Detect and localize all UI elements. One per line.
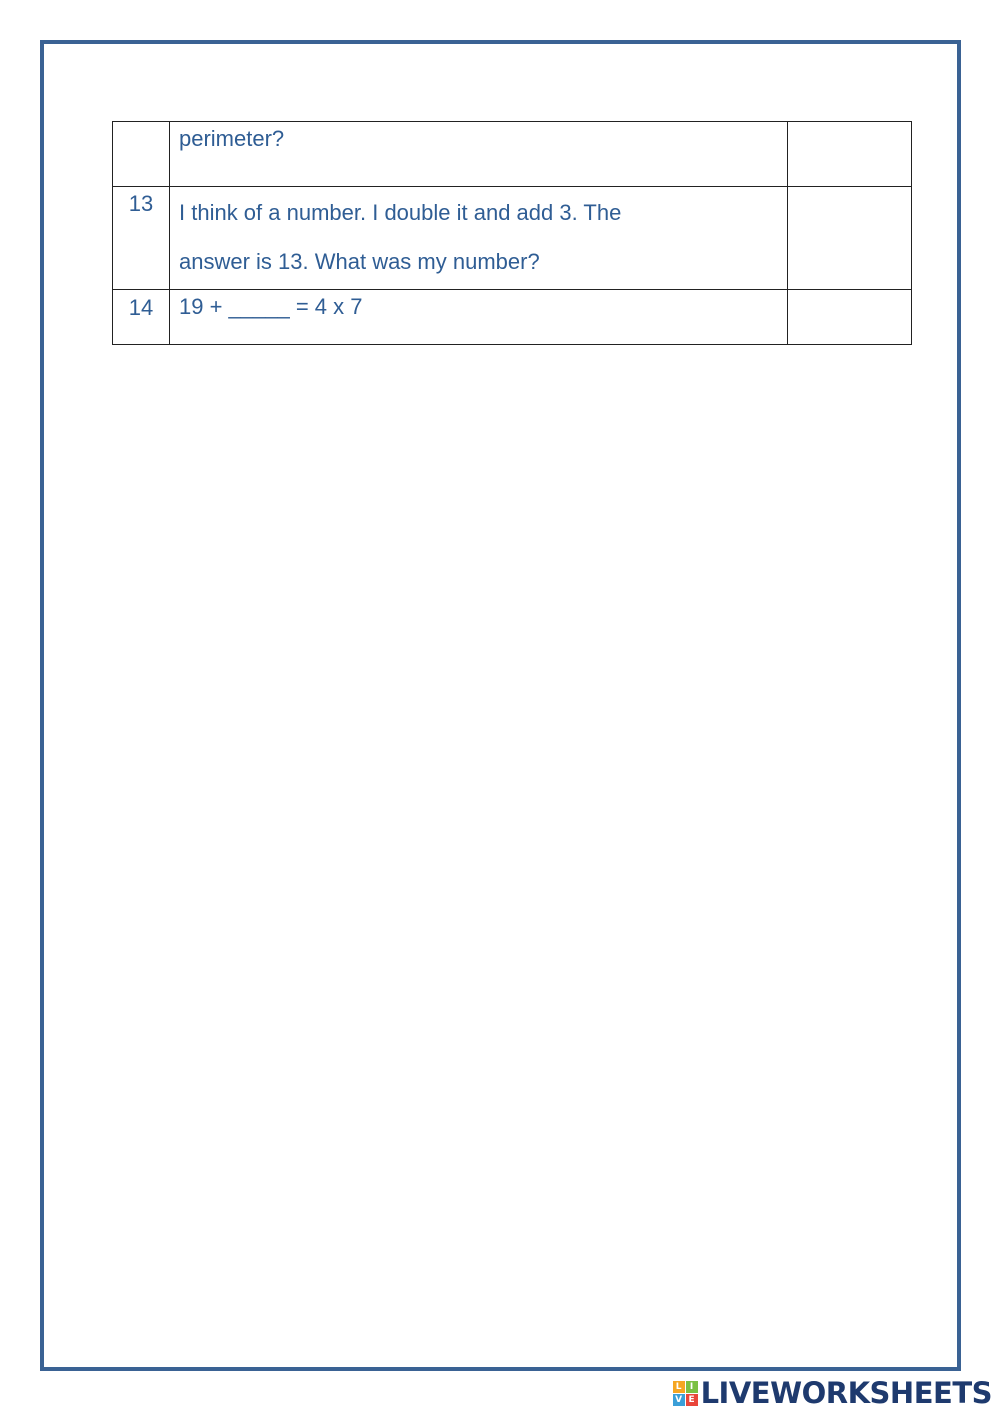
liveworksheets-logo-icon (673, 1381, 698, 1406)
table-row (113, 122, 912, 187)
question-text-line: answer is 13. What was my number? (179, 249, 540, 274)
logo-letter: V (673, 1394, 685, 1406)
question-text (170, 122, 788, 187)
table-row (113, 187, 912, 290)
question-text (170, 187, 788, 290)
question-number: 13 (113, 187, 170, 290)
question-text (170, 290, 788, 345)
answer-box[interactable] (788, 122, 912, 187)
questions-table (112, 121, 912, 345)
question-text-line: I think of a number. I double it and add 3. The (179, 200, 622, 225)
answer-box[interactable] (788, 290, 912, 345)
table-row (113, 290, 912, 345)
logo-letter: I (686, 1381, 698, 1393)
question-number: 14 (113, 290, 170, 345)
question-text-line: perimeter? (179, 126, 285, 151)
answer-box[interactable] (788, 187, 912, 290)
question-number (113, 122, 170, 187)
logo-letter: L (673, 1381, 685, 1393)
question-text-line: 19 + _____ = 4 x 7 (179, 294, 363, 319)
logo-letter: E (686, 1394, 698, 1406)
liveworksheets-brand[interactable] (673, 1376, 992, 1410)
brand-text: LIVEWORKSHEETS (700, 1376, 992, 1410)
